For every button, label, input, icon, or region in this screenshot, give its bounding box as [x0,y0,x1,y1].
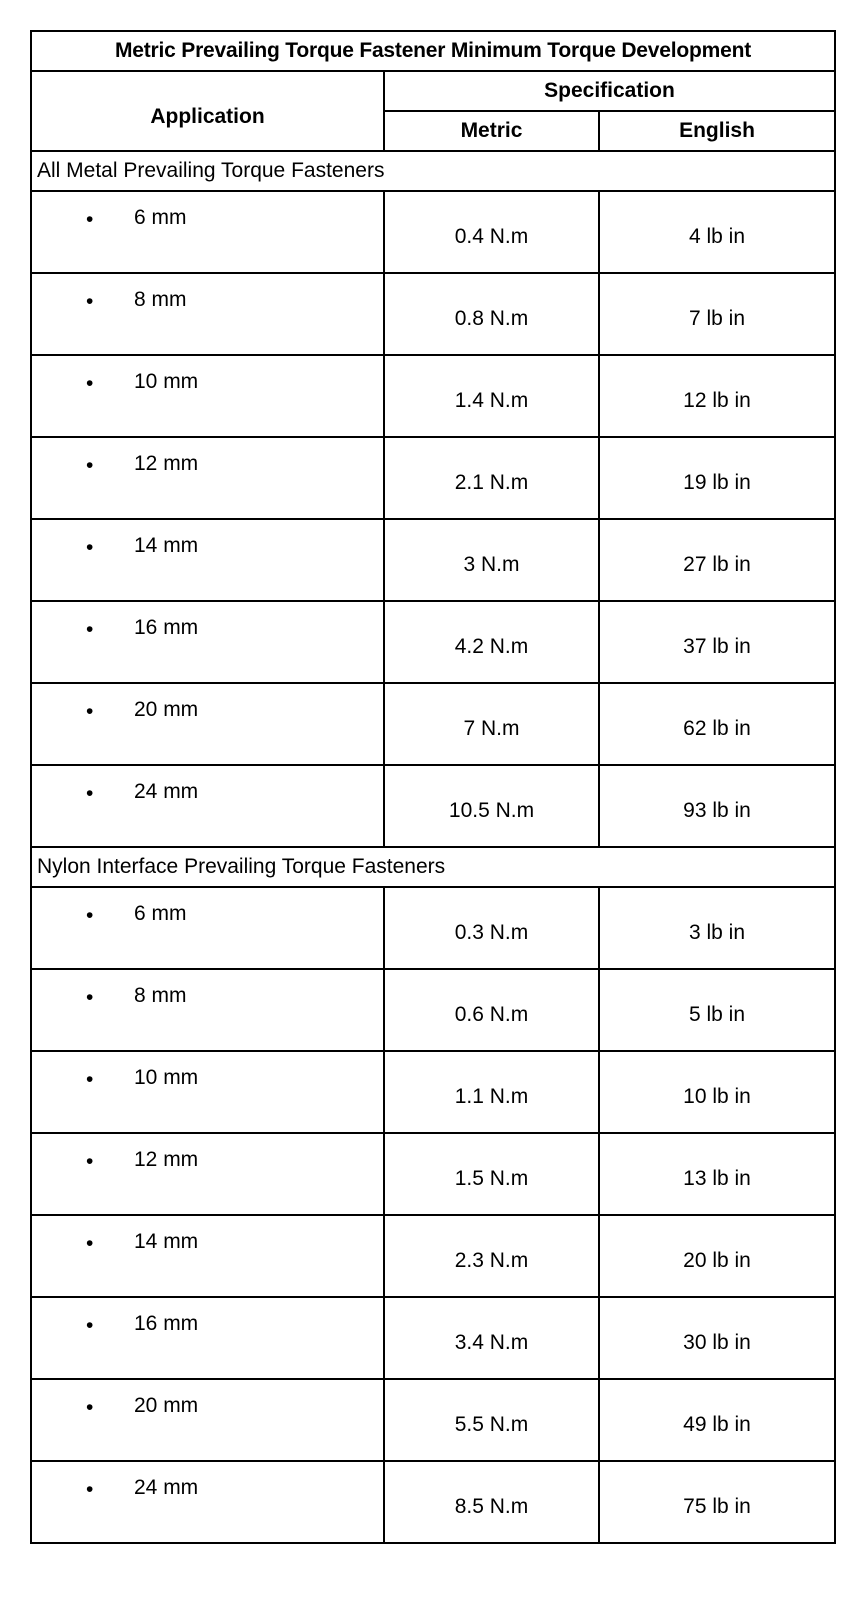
table-row [31,191,835,273]
bullet-icon: • [86,986,94,1009]
fastener-size: 16 mm [134,1312,199,1335]
fastener-size: 8 mm [134,984,187,1007]
metric-value: 8.5 N.m [384,1461,599,1543]
section-row [31,847,835,887]
bullet-icon: • [86,1068,94,1091]
english-value: 7 lb in [599,273,835,355]
application-cell [31,437,384,519]
application-cell [31,683,384,765]
metric-value: 0.8 N.m [384,273,599,355]
table-row [31,601,835,683]
fastener-size: 24 mm [134,1476,199,1499]
bullet-icon: • [86,1232,94,1255]
metric-header: Metric [384,111,599,151]
application-cell [31,519,384,601]
english-value: 19 lb in [599,437,835,519]
application-cell [31,1379,384,1461]
english-value: 27 lb in [599,519,835,601]
fastener-size: 12 mm [134,1148,199,1171]
english-value: 4 lb in [599,191,835,273]
application-cell [31,1297,384,1379]
metric-value: 2.1 N.m [384,437,599,519]
english-value: 10 lb in [599,1051,835,1133]
table-row [31,437,835,519]
metric-value: 4.2 N.m [384,601,599,683]
application-cell [31,355,384,437]
bullet-icon: • [86,618,94,641]
english-value: 30 lb in [599,1297,835,1379]
english-value: 12 lb in [599,355,835,437]
bullet-icon: • [86,290,94,313]
metric-value: 7 N.m [384,683,599,765]
table-row [31,1215,835,1297]
fastener-size: 6 mm [134,902,187,925]
bullet-icon: • [86,208,94,231]
bullet-icon: • [86,1314,94,1337]
table-row [31,765,835,847]
table-row [31,519,835,601]
header-row-top [31,71,835,111]
english-value: 20 lb in [599,1215,835,1297]
torque-spec-table [30,30,836,1544]
table-row [31,1051,835,1133]
bullet-icon: • [86,536,94,559]
application-cell [31,273,384,355]
fastener-size: 14 mm [134,1230,199,1253]
english-header: English [599,111,835,151]
table-title: Metric Prevailing Torque Fastener Minimum Torque Development [31,31,835,71]
bullet-icon: • [86,454,94,477]
specification-header: Specification [384,71,835,111]
fastener-size: 20 mm [134,698,199,721]
metric-value: 5.5 N.m [384,1379,599,1461]
fastener-size: 12 mm [134,452,199,475]
application-cell [31,1215,384,1297]
fastener-size: 10 mm [134,1066,199,1089]
metric-value: 1.1 N.m [384,1051,599,1133]
table-row [31,1297,835,1379]
bullet-icon: • [86,700,94,723]
english-value: 75 lb in [599,1461,835,1543]
table-row [31,273,835,355]
english-value: 13 lb in [599,1133,835,1215]
english-value: 49 lb in [599,1379,835,1461]
table-row [31,683,835,765]
english-value: 3 lb in [599,887,835,969]
bullet-icon: • [86,904,94,927]
metric-value: 0.3 N.m [384,887,599,969]
fastener-size: 8 mm [134,288,187,311]
metric-value: 0.4 N.m [384,191,599,273]
fastener-size: 20 mm [134,1394,199,1417]
application-cell [31,601,384,683]
table-row [31,1133,835,1215]
fastener-size: 10 mm [134,370,199,393]
metric-value: 3 N.m [384,519,599,601]
section-label: Nylon Interface Prevailing Torque Fasteners [31,847,835,887]
table-row [31,355,835,437]
metric-value: 1.5 N.m [384,1133,599,1215]
metric-value: 3.4 N.m [384,1297,599,1379]
english-value: 37 lb in [599,601,835,683]
section-label: All Metal Prevailing Torque Fasteners [31,151,835,191]
bullet-icon: • [86,1478,94,1501]
title-row [31,31,835,71]
fastener-size: 24 mm [134,780,199,803]
metric-value: 1.4 N.m [384,355,599,437]
fastener-size: 14 mm [134,534,199,557]
english-value: 93 lb in [599,765,835,847]
table-row [31,969,835,1051]
metric-value: 10.5 N.m [384,765,599,847]
application-cell [31,765,384,847]
application-header: Application [31,71,384,151]
bullet-icon: • [86,782,94,805]
fastener-size: 16 mm [134,616,199,639]
table-row [31,1461,835,1543]
section-row [31,151,835,191]
bullet-icon: • [86,1150,94,1173]
metric-value: 0.6 N.m [384,969,599,1051]
application-cell [31,1461,384,1543]
application-cell [31,887,384,969]
application-cell [31,1051,384,1133]
bullet-icon: • [86,372,94,395]
english-value: 5 lb in [599,969,835,1051]
table-row [31,887,835,969]
english-value: 62 lb in [599,683,835,765]
fastener-size: 6 mm [134,206,187,229]
application-cell [31,969,384,1051]
application-cell [31,191,384,273]
bullet-icon: • [86,1396,94,1419]
metric-value: 2.3 N.m [384,1215,599,1297]
table-row [31,1379,835,1461]
application-cell [31,1133,384,1215]
